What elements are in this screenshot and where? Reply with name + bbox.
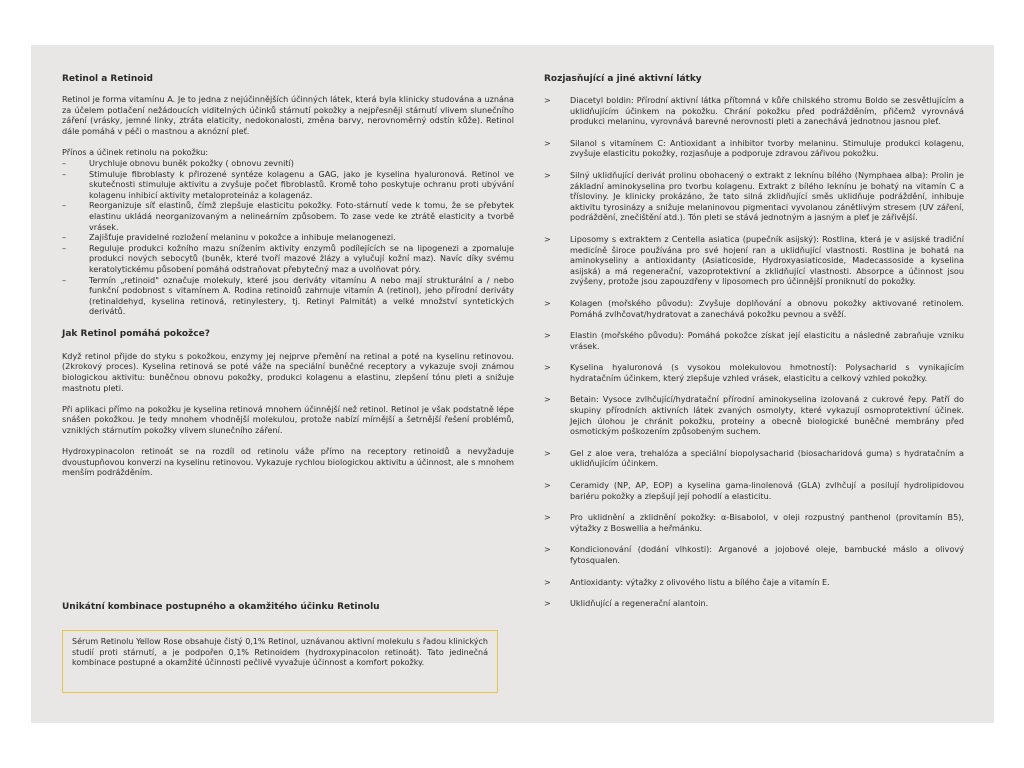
arrow-marker: > — [544, 576, 551, 587]
list-item-text: Uklidňující a regenerační alantoin. — [570, 598, 709, 609]
highlight-text: Sérum Retinolu Yellow Rose obsahuje čistý 0,1% Retinol, uznávanou aktivní molekulu s řadou klinických studií proti stárnutí, a je podpořen 0,1% Retinoidem (hydroxypinacolon retinoát). Tato jedinečná kombinace postupné a okamžité účinnosti pečlivě vyvažuje účinnost a komfort pokožky. — [72, 637, 488, 668]
list-item-text: Kolagen (mořského původu): Zvyšuje doplňování a obnovu pokožky aktivované retinolem. Pomáhá zvlhčovat/hydratovat a zanechává pokožku pevnou a svěží. — [570, 297, 964, 319]
list-item — [544, 448, 964, 469]
section-heading-retinol: Retinol a Retinoid — [62, 74, 153, 84]
list-item-text: Elastin (mořského původu): Pomáhá pokožce získat její elasticitu a následně zabraňuje vzniku vrásek. — [570, 330, 964, 351]
list-item: – Stimuluje fibroblasty k přirozené syntéze kolagenu a GAG, jako je kyselina hyaluronová. Retinol ve skutečnosti stimuluje aktivitu a zvyšuje počet fibroblastů. Kromě toho poskytuje ochranu proti ubývání kolagenu inhibicí aktivity metaloproteináz a kolagenáz. — [62, 169, 514, 201]
left-column — [62, 73, 514, 478]
right-column — [544, 73, 964, 609]
list-item-text: Silný uklidňující derivát prolinu obohacený o extrakt z leknínu bílého (Nymphaea alba): Prolin je základní aminokyselina pro tvorbu kolagenu. Extrakt z bílého leknínu je bohatý na vitamín C a třísloviny. Je klinicky prokázáno, že tato silná zklidňující směs uklidňuje podráždění, inhibuje aktivitu tyrosinázy a snižuje melaninovou pigmentaci vyvolanou zánětlivým stresem (UV záření, podráždění, znečištění atd.). Tón pleti se stává jednotným a jasným a pleť je zářivější. — [570, 169, 964, 223]
arrow-marker: > — [544, 233, 551, 244]
list-item: – Zajišťuje pravidelné rozložení melaninu v pokožce a inhibuje melanogenezi. — [62, 232, 514, 243]
list-item — [544, 95, 964, 127]
list-item-text: Pro uklidnění a zklidnění pokožky: α-Bisabolol, v oleji rozpustný panthenol (provitamín B5), výtažky z Boswellia a heřmánku. — [570, 512, 964, 533]
highlight-box — [62, 630, 498, 693]
list-item — [544, 362, 964, 383]
list-item — [544, 598, 964, 609]
paragraph-retinol-intro: Retinol je forma vitamínu A. Je to jedna z nejúčinnějších účinných látek, která byla klinicky studována a uznána za účelem potlačení nežádoucích viditelných účinků stárnutí pokožky a nejpřesněji stárnutí vlivem slunečního záření (vrásky, jemné linky, ztráta elaticity, nedokonalosti, změna barvy, nerovnoměrný odstín kůže). Retinol dále pomáhá v péči o mastnou a aknózní pleť. — [62, 94, 514, 136]
section-heading-how-it-helps: Jak Retinol pomáhá pokožce? — [62, 328, 210, 339]
list-item — [544, 298, 964, 319]
arrow-marker: > — [544, 598, 551, 609]
list-item-text: Gel z aloe vera, trehalóza a speciální biopolysacharid (biosacharidová guma) s hydratačním a uklidňujícím účinkem. — [570, 447, 964, 469]
list-item-text: Kyselina hyaluronová (s vysokou molekulovou hmotností): Polysacharid s vynikajícím hydratačním účinkem, který zlepšuje vzhled vrásek, elasticitu a celkový vzhled pokožky. — [570, 362, 964, 383]
arrow-marker: > — [544, 95, 551, 105]
arrow-marker: > — [544, 330, 551, 341]
list-item — [544, 480, 964, 501]
list-item — [544, 234, 964, 287]
list-item — [544, 512, 964, 533]
list-item-text: Diacetyl boldin: Přírodní aktivní látka přítomná v kůře chilského stromu Boldo se zesvětlujícím a uklidňujícím účinkem na pokožku. Chrání pokožku před podrážděním, přičemž vyrovnává produkci melaninu, vyrovnává barevné nerovnosti pleti a zanechává jednotnou jasnou pleť. — [570, 95, 964, 127]
arrow-marker: > — [544, 394, 551, 405]
arrow-marker: > — [544, 362, 551, 373]
ingredients-list — [544, 95, 964, 609]
list-item-text: Kondicionování (dodání vlhkosti): Arganové a jojobové oleje, bambucké máslo a olivový fytosqualen. — [570, 544, 964, 565]
arrow-marker: > — [544, 512, 551, 523]
list-item: – Urychluje obnovu buněk pokožky ( obnovu zevnití) — [62, 158, 514, 169]
list-item — [544, 394, 964, 436]
list-item — [544, 138, 964, 159]
list-item-text: Silanol s vitamínem C: Antioxidant a inhibitor tvorby melaninu. Stimuluje produkci kolagenu, zvyšuje elasticitu pokožky, rozjasňuje a podporuje zdravou zářivou pokožku. — [570, 137, 964, 159]
list-item: – Termín „retinoid" označuje molekuly, které jsou deriváty vitamínu A nebo mají strukturální a / nebo funkční podobnost s vitamínem A. Rodina retinoidů zahrnuje vitamín A (retinol), jeho přírodní deriváty (retinaldehyd, kyselina retinová, retinylestery, tj. Retinyl Palmitát) a velké množství syntetických derivátů. — [62, 275, 514, 317]
arrow-marker: > — [544, 137, 551, 148]
list-item: – Reorganizuje síť elastinů, čímž zlepšuje elasticitu pokožky. Foto-stárnutí vede k tomu, že se přebytek elastinu ukládá neorganizovaným a nelineárním způsobem. To zase vede ke ztrátě elasticity a tvorbě vrásek. — [62, 200, 514, 232]
list-item — [544, 577, 964, 588]
arrow-marker: > — [544, 480, 551, 491]
arrow-marker: > — [544, 297, 551, 308]
paragraph: Když retinol přijde do styku s pokožkou, enzymy jej nejprve přemění na retinal a poté na kyselinu retinovou. (2krokový proces). Kyselina retinová se poté váže na speciální buněčné receptory a vykazuje svoji známou biologickou aktivitu: buněčnou obnovu pokožky, produkci kolagenu a elastinu, zlepšení tónu pleti a snižuje mastnotu pleti. — [62, 350, 514, 393]
document-page — [31, 45, 994, 723]
list-item: – Reguluje produkci kožního mazu snížením aktivity enzymů podílejících se na lipogenezi a zpomaluje produkci nových sebocytů (buněk, které tvoří mazové žlázy a vylučují kožní maz). Navíc díky svému keratolytickému působení pomáhá odstraňovat přebytečný maz a uvolňovat póry. — [62, 243, 514, 275]
list-item — [544, 544, 964, 565]
list-item — [544, 330, 964, 351]
list-item-text: Liposomy s extraktem z Centella asiatica (pupečník asijský): Rostlina, která je v asijské tradiční medicíně široce používána pro své hojení ran a uklidňující vlastnosti. Rostlina je bohatá na aminokyseliny a antioxidanty (Asiaticoside, Hydroxyasiaticoside, Madecassoside a kyselina asijská) a má regenerační, vazoprotektivní a zklidňující vlastnosti. Absorpce a účinnost jsou zvýšeny, protože jsou zapouzdřeny v liposomech pro účinnější proniknutí do pokožky. — [570, 233, 964, 287]
list-item-text: Antioxidanty: výtažky z olivového listu a bílého čaje a vitamín E. — [570, 576, 830, 587]
section-heading-combination: Unikátní kombinace postupného a okamžitého účinku Retinolu — [62, 602, 380, 612]
paragraph: Při aplikaci přímo na pokožku je kyselina retinová mnohem účinnější než retinol. Retinol je však podstatně lépe snášen pokožkou. Je tedy mnohem vhodnější molekulou, protože nabízí mírnější a šetrnější řešení problémů, vzniklých stárnutím pokožky vlivem slunečního záření. — [62, 403, 514, 436]
benefits-list — [62, 158, 514, 317]
paragraph: Hydroxypinacolon retinoát se na rozdíl od retinolu váže přímo na receptory retinoidů a nevyžaduje dvoustupňovou konverzi na kyselinu retinovou. Vykazuje rychlou biologickou aktivitu a účinnost, ale s mnohem menším podrážděním. — [62, 446, 514, 478]
list-item-text: Betain: Vysoce zvlhčující/hydratační přírodní aminokyselina izolovaná z cukrové řepy. Patří do skupiny přírodních aktivních látek zvaných osmolyty, které vykazují osmoprotektivní účinek. Jejich úlohou je chránit pokožku, proteiny a obecně biologické buněčné membrány před osmotickým poškozením způsobeným suchem. — [570, 394, 964, 437]
list-item-text: Ceramidy (NP, AP, EOP) a kyselina gama-linolenová (GLA) zvlhčují a posilují hydrolipidovou bariéru pokožky a zlepšují její pohodlí a elasticitu. — [570, 480, 964, 501]
arrow-marker: > — [544, 447, 551, 458]
list-item — [544, 170, 964, 223]
arrow-marker: > — [544, 544, 551, 555]
benefits-lead: Přínos a účinek retinolu na pokožku: — [62, 147, 209, 158]
section-heading-active-ingredients: Rozjasňující a jiné aktivní látky — [544, 74, 702, 84]
arrow-marker: > — [544, 169, 551, 180]
